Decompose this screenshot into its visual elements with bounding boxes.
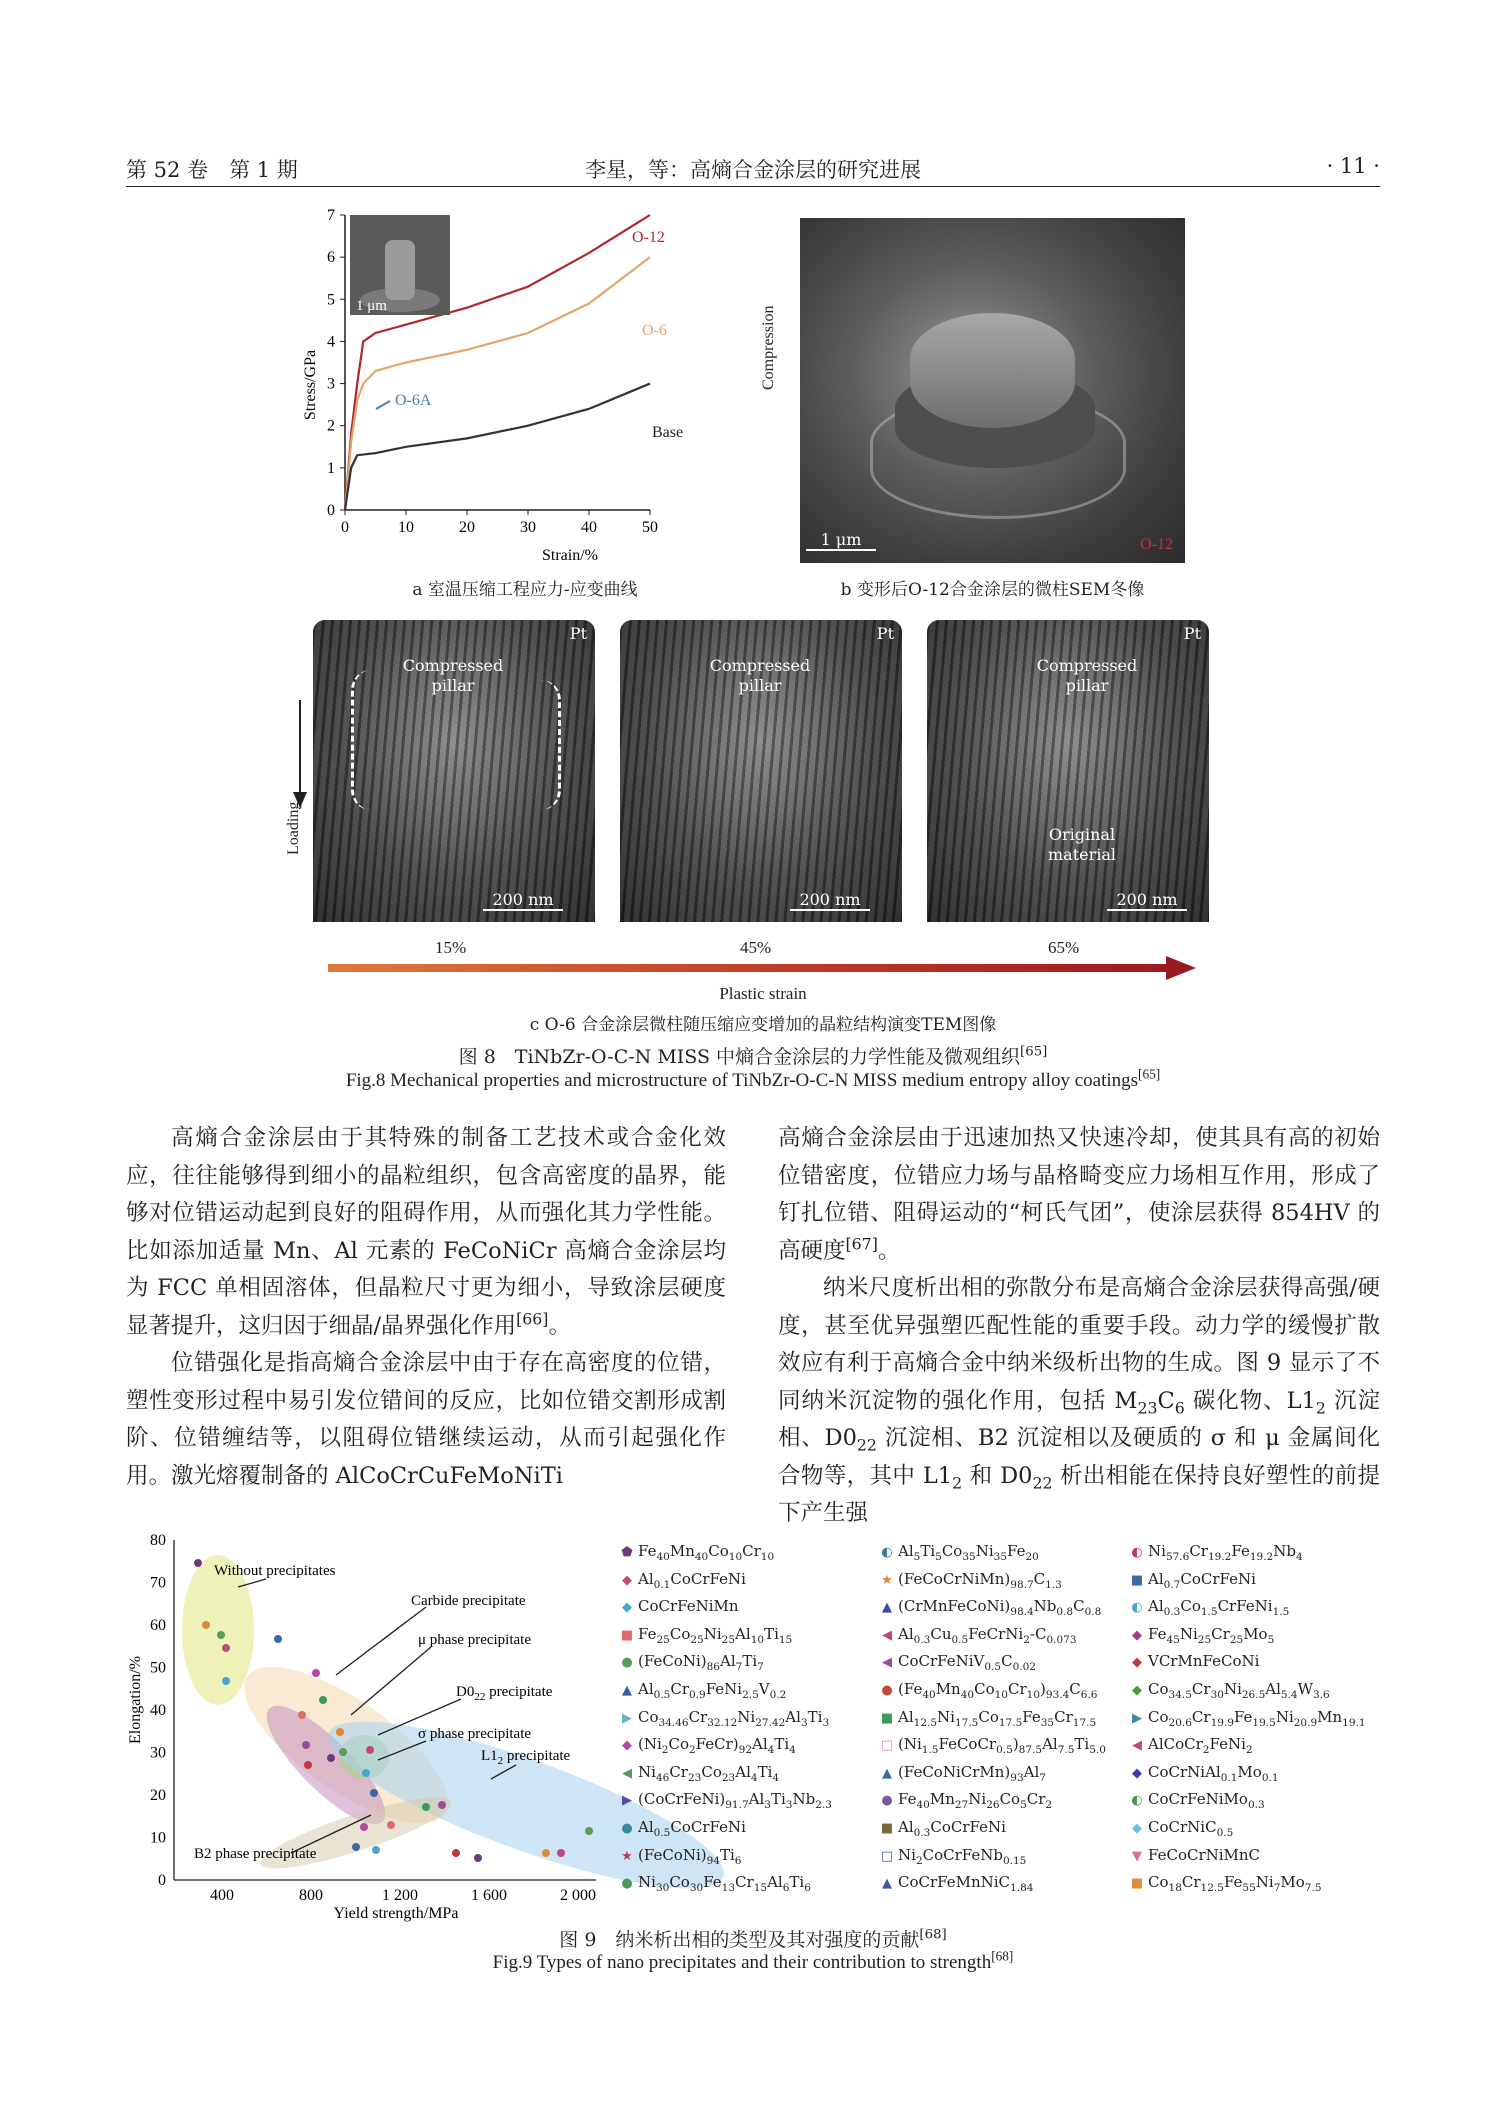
legend-item	[880, 1621, 1077, 1650]
y-tick-label: 50	[150, 1659, 166, 1677]
x-tick-label: 1 200	[382, 1887, 418, 1904]
legend-marker-icon: ◆	[1132, 1683, 1142, 1698]
tem-pillar-label: Compressed pillar	[709, 656, 811, 695]
fig9-ylabel: Elongation/%	[127, 1656, 144, 1744]
paragraph-text: 纳米尺度析出相的弥散分布是高熵合金涂层获得高强/硬度，甚至优异强塑匹配性能的重要手段。动力学的缓慢扩散效应有利于高熵合金中纳米级析出物的生成。图 9 显示了不同纳米沉淀物的强化作用，包括 M	[778, 1275, 1380, 1414]
legend-marker-icon: ◆	[1132, 1627, 1142, 1643]
scatter-point	[304, 1761, 312, 1769]
fig8b-sem-image	[800, 218, 1185, 563]
scatter-point	[217, 1631, 225, 1639]
legend-label: $Co_{34.46}Cr_{32.12}Ni_{27.42}Al_3Ti_3$	[638, 1707, 830, 1729]
fig9-chart	[126, 1532, 606, 1922]
legend-label: CoCrFeNiMo$_{0.3}$	[1148, 1790, 1265, 1812]
legend-marker-icon: ◆	[622, 1572, 632, 1588]
citation: [67]	[845, 1234, 878, 1253]
legend-marker-icon: ◀	[882, 1627, 892, 1643]
legend-label: $(CrMnFeCoNi)_{98.4}Nb_{0.8}C_{0.8}$	[898, 1597, 1102, 1619]
legend-label: $(Ni_{1.5}FeCoCr_{0.5})_{87.5}Al_{7.5}Ti_{5.0}$	[898, 1735, 1106, 1757]
legend-item	[880, 1676, 1097, 1705]
legend-item	[620, 1621, 792, 1650]
y-tick-label: 0	[327, 502, 335, 519]
body-column-right	[778, 1120, 1380, 1533]
legend-marker-icon: ▶	[622, 1793, 632, 1809]
x-tick-label: 50	[642, 519, 658, 536]
y-tick-label: 4	[327, 333, 335, 351]
y-tick-label: 2	[327, 417, 335, 435]
legend-item	[1130, 1593, 1289, 1622]
scatter-point	[585, 1827, 593, 1835]
paragraph-end: 。	[877, 1237, 901, 1264]
annot-d022-base: D0	[456, 1684, 475, 1700]
running-title: 李星，等：高熵合金涂层的研究进展	[585, 158, 921, 182]
annot-sigma: σ phase precipitate	[418, 1726, 532, 1742]
annot-l12-sub: 2	[497, 1755, 504, 1767]
fig8a-xlabel: Strain/%	[542, 547, 598, 564]
paragraph-text: 高熵合金涂层由于迅速加热又快速冷却，使其具有高的初始位错密度，位错应力场与晶格畸变应力场相互作用，形成了钉扎位错、阻碍运动的“柯氏气团”，使涂层获得 854HV 的高硬度	[778, 1125, 1380, 1264]
legend-marker-icon: ▼	[1132, 1848, 1142, 1864]
curve-label-o6: O-6	[642, 322, 667, 339]
legend-label: $Al_{0.5}Cr_{0.9}FeNi_{2.5}V_{0.2}$	[638, 1680, 787, 1701]
series-line-base	[345, 384, 650, 510]
tem-image-15	[313, 620, 595, 922]
legend-item	[620, 1704, 829, 1733]
strain-label-15: 15%	[435, 938, 467, 957]
legend-label: $Al_{12.5}Ni_{17.5}Co_{17.5}Fe_{35}Cr_{17.5}$	[898, 1707, 1097, 1729]
legend-item	[620, 1786, 832, 1815]
fig8-caption-en-text: Fig.8 Mechanical properties and microstructure of TiNbZr-O-C-N MISS medium entropy alloy coatings	[345, 1070, 1139, 1091]
fig8a-caption: a 室温压缩工程应力-应变曲线	[412, 580, 638, 600]
scatter-point	[557, 1849, 565, 1857]
scatter-point	[452, 1849, 460, 1857]
y-tick-label: 3	[327, 375, 335, 393]
legend-label: AlCoCr$_2$FeNi$_2$	[1148, 1735, 1253, 1757]
legend-item	[1130, 1842, 1260, 1871]
annot-without-precipitates: Without precipitates	[214, 1563, 336, 1579]
scatter-point	[370, 1789, 378, 1797]
scatter-point	[222, 1677, 230, 1685]
legend-marker-icon: ▲	[622, 1683, 632, 1698]
curve-label-base: Base	[652, 424, 684, 441]
legend-item	[620, 1731, 796, 1760]
running-header	[126, 148, 1380, 187]
y-tick-label: 40	[150, 1702, 166, 1719]
legend-marker-icon: ◀	[622, 1765, 632, 1781]
y-tick-label: 1	[327, 459, 335, 477]
scatter-point	[542, 1849, 550, 1857]
legend-label: $(FeCoNiCrMn)_{93}Al_7$	[898, 1762, 1046, 1784]
legend-marker-icon: ▶	[622, 1710, 632, 1726]
scatter-point	[312, 1669, 320, 1677]
citation: [66]	[516, 1309, 549, 1328]
legend-marker-icon: ◀	[882, 1655, 892, 1671]
annot-d022-rest: precipitate	[485, 1684, 553, 1700]
legend-marker-icon: ▲	[882, 1765, 892, 1781]
tem-pt-label: Pt	[569, 624, 587, 643]
tem-scale: 200 nm	[1107, 890, 1187, 911]
legend-marker-icon: ★	[621, 1848, 633, 1864]
annot-l12-rest: precipitate	[503, 1748, 571, 1764]
scatter-point	[194, 1559, 202, 1567]
subscript: 2	[1315, 1398, 1326, 1417]
paragraph-text: 析出相能在保持良好塑性的前提下产生强	[778, 1462, 1380, 1526]
scatter-point	[422, 1803, 430, 1811]
tem-scale: 200 nm	[790, 890, 870, 911]
scatter-point	[362, 1769, 370, 1777]
x-tick-label: 1 600	[471, 1887, 507, 1904]
scatter-point	[352, 1843, 360, 1851]
legend-marker-icon: ●	[621, 1655, 633, 1671]
legend-label: $Fe_{45}Ni_{25}Cr_{25}Mo_5$	[1148, 1624, 1275, 1646]
tem-image-45	[620, 620, 902, 922]
y-tick-label: 6	[327, 249, 335, 267]
legend-marker-icon: ◆	[1132, 1765, 1142, 1781]
y-tick-label: 5	[327, 291, 335, 309]
legend-item	[880, 1814, 1006, 1843]
scatter-point	[474, 1854, 482, 1862]
annot-b2: B2 phase precipitate	[194, 1846, 317, 1862]
fig8a-inset-scale: 1 μm	[356, 298, 387, 314]
legend-item	[1130, 1648, 1259, 1677]
legend-marker-icon: ▲	[882, 1600, 892, 1616]
legend-item	[620, 1593, 739, 1622]
legend-item	[880, 1704, 1096, 1733]
scatter-point	[438, 1801, 446, 1809]
plastic-strain-label: Plastic strain	[719, 984, 807, 1003]
scatter-point	[387, 1821, 395, 1829]
legend-item	[620, 1814, 746, 1843]
legend-label: $Fe_{25}Co_{25}Ni_{25}Al_{10}Ti_{15}$	[638, 1624, 793, 1646]
legend-item	[620, 1538, 774, 1567]
scatter-point	[319, 1696, 327, 1704]
legend-item	[620, 1759, 779, 1788]
tem-pillar-label: Compressed pillar	[402, 656, 504, 695]
legend-marker-icon: ●	[881, 1683, 893, 1698]
legend-label: $Al_{0.1}CoCrFeNi$	[638, 1569, 746, 1591]
pillar-top	[910, 313, 1075, 428]
y-tick-label: 0	[158, 1872, 166, 1889]
fig9-caption-en	[126, 1948, 1380, 1974]
legend-item	[1130, 1566, 1256, 1595]
legend-item	[880, 1869, 1033, 1898]
legend-item	[880, 1538, 1039, 1567]
legend-item	[880, 1786, 1052, 1815]
legend-item	[620, 1648, 764, 1677]
legend-label: $(Fe_{40}Mn_{40}Co_{10}Cr_{10})_{93.4}C_{6.6}$	[898, 1680, 1098, 1701]
legend-label: $Al_{0.3}CoCrFeNi$	[898, 1818, 1006, 1839]
legend-label: $(FeCoNi)_{94}Ti_6$	[638, 1845, 742, 1867]
legend-label: CoCrFeMnNiC$_{1.84}$	[898, 1873, 1034, 1895]
legend-item	[1130, 1814, 1233, 1843]
legend-label: $Fe_{40}Mn_{40}Co_{10}Cr_{10}$	[638, 1542, 775, 1563]
curve-label-o6a: O-6A	[395, 392, 432, 409]
legend-item	[1130, 1869, 1322, 1898]
fig8b-tag: O-12	[1140, 536, 1173, 553]
annot-l12-base: L1	[481, 1748, 498, 1764]
x-tick-label: 10	[398, 519, 414, 536]
paragraph-end: 。	[548, 1312, 571, 1339]
legend-marker-icon: ■	[1130, 1572, 1144, 1588]
scatter-point	[302, 1741, 310, 1749]
paragraph-text: 和 D0	[962, 1462, 1033, 1489]
annot-d022	[456, 1684, 553, 1703]
legend-item	[620, 1566, 746, 1595]
annot-mu-phase: μ phase precipitate	[418, 1632, 531, 1648]
legend-item	[1130, 1731, 1253, 1760]
paragraph	[126, 1345, 726, 1495]
y-tick-label: 10	[150, 1829, 166, 1847]
paragraph-text: 位错强化是指高熵合金涂层中由于存在高密度的位错，塑性变形过程中易引发位错间的反应，比如位错交割形成割阶、位错缠结等，以阻碍位错继续运动，从而引起强化作用。激光熔覆制备的 AlCoCrCuFeMoNiTi	[126, 1350, 726, 1489]
legend-label: $Al_5Ti_5Co_{35}Ni_{35}Fe_{20}$	[898, 1542, 1039, 1563]
legend-label: VCrMnFeCoNi	[1148, 1652, 1260, 1671]
legend-marker-icon: ▶	[1132, 1710, 1142, 1726]
scatter-point	[366, 1746, 374, 1754]
legend-label: $Al_{0.3}Cu_{0.5}FeCrNi_2-C_{0.073}$	[898, 1624, 1077, 1646]
fig9-caption-cn-text: 图 9 纳米析出相的类型及其对强度的贡献	[559, 1929, 920, 1951]
x-tick-label: 400	[210, 1887, 234, 1904]
fig8-caption-cn-text: 图 8 TiNbZr-O-C-N MISS 中熵合金涂层的力学性能及微观组织	[458, 1046, 1021, 1068]
legend-item	[1130, 1676, 1330, 1705]
annot-d022-sub: 22	[474, 1691, 486, 1703]
legend-marker-icon: ◐	[1131, 1793, 1143, 1809]
scatter-point	[372, 1846, 380, 1854]
fig9-caption-cn	[126, 1925, 1380, 1952]
legend-label: $Ni_2CoCrFeNb_{0.15}$	[898, 1845, 1027, 1867]
page-number: · 11 ·	[1326, 154, 1380, 178]
y-tick-label: 80	[150, 1532, 166, 1549]
legend-item	[1130, 1759, 1279, 1788]
legend-item	[880, 1731, 1106, 1760]
paragraph	[126, 1120, 726, 1345]
scatter-point	[222, 1644, 230, 1652]
tem-image-65	[927, 620, 1209, 922]
legend-marker-icon: ■	[1130, 1876, 1144, 1892]
legend-marker-icon: ◆	[622, 1600, 632, 1616]
tem-original-label: Original material	[1047, 825, 1117, 864]
x-tick-label: 0	[341, 519, 349, 536]
legend-marker-icon: ◐	[1131, 1545, 1143, 1560]
fig8b-scale: 1 μm	[806, 530, 876, 551]
scatter-point	[360, 1823, 368, 1831]
tem-pillar-label: Compressed pillar	[1036, 656, 1138, 695]
legend-label: CoCrFeNiMn	[638, 1597, 739, 1616]
legend-item	[880, 1593, 1101, 1622]
legend-label: FeCoCrNiMnC	[1148, 1845, 1261, 1864]
fig9-caption-en-ref: [68]	[991, 1948, 1014, 1964]
legend-marker-icon: ●	[881, 1793, 893, 1809]
paragraph-text: 沉淀相、B2 沉淀相以及硬质的 σ 和 μ 金属间化合物等，其中 L1	[778, 1425, 1380, 1489]
o6a-pointer-arrow	[376, 401, 390, 409]
scatter-point	[327, 1754, 335, 1762]
curve-label-o12: O-12	[632, 229, 665, 246]
fig8-caption-cn-ref: [65]	[1020, 1044, 1048, 1060]
scatter-point	[202, 1621, 210, 1629]
fig8c-caption: c O-6 合金涂层微柱随压缩应变增加的晶粒结构演变TEM图像	[529, 1015, 997, 1035]
legend-item	[1130, 1621, 1274, 1650]
paragraph-text: C	[1157, 1387, 1175, 1414]
fig8a-inset-pillar	[385, 240, 415, 300]
legend-label: $Co_{20.6}Cr_{19.9}Fe_{19.5}Ni_{20.9}Mn_{19.1}$	[1148, 1707, 1366, 1729]
fig8b-side-label: Compression	[760, 305, 777, 390]
legend-marker-icon: □	[880, 1738, 894, 1754]
fig8a-stress-strain-chart	[280, 205, 770, 564]
strain-label-45: 45%	[740, 938, 772, 957]
y-tick-label: 70	[150, 1574, 166, 1592]
y-tick-label: 60	[150, 1617, 166, 1634]
legend-item	[1130, 1704, 1366, 1733]
fig8-caption-en	[126, 1066, 1380, 1092]
legend-marker-icon: ■	[620, 1627, 634, 1643]
legend-item	[880, 1648, 1036, 1677]
legend-label: $Fe_{40}Mn_{27}Ni_{26}Co_5Cr_2$	[898, 1790, 1053, 1812]
fig8-caption-en-ref: [65]	[1138, 1066, 1161, 1082]
subscript: 22	[856, 1435, 877, 1455]
y-tick-label: 7	[327, 207, 335, 224]
legend-item	[880, 1566, 1062, 1595]
strain-label-65: 65%	[1048, 938, 1080, 957]
annot-carbide: Carbide precipitate	[411, 1593, 526, 1609]
legend-item	[1130, 1786, 1265, 1815]
subscript: 23	[1137, 1398, 1158, 1417]
fig9-xlabel: Yield strength/MPa	[333, 1905, 459, 1922]
subscript: 6	[1174, 1398, 1185, 1417]
fig8a-ylabel: Stress/GPa	[302, 349, 319, 421]
legend-item	[880, 1842, 1026, 1871]
legend-label: $(CoCrFeNi)_{91.7}Al_3Ti_3Nb_{2.3}$	[638, 1790, 832, 1812]
legend-label: $(Ni_2Co_2FeCr)_{92}Al_4Ti_4$	[638, 1735, 796, 1757]
subscript: 22	[1032, 1473, 1053, 1492]
subscript: 2	[952, 1473, 963, 1492]
legend-label: $(FeCoCrNiMn)_{98.7}C_{1.3}$	[898, 1569, 1062, 1591]
legend-marker-icon: ◐	[1131, 1600, 1143, 1616]
x-tick-label: 40	[581, 519, 597, 536]
legend-label: $CoCrFeNiV_{0.5}C_{0.02}$	[898, 1652, 1036, 1674]
legend-label: $Ni_{57.6}Cr_{19.2}Fe_{19.2}Nb_4$	[1148, 1542, 1303, 1563]
legend-label: $Al_{0.5}CoCrFeNi$	[638, 1818, 746, 1839]
pillar-outline-left	[351, 670, 374, 810]
fig8-caption-cn	[126, 1042, 1380, 1069]
y-tick-label: 30	[150, 1744, 166, 1762]
scatter-point	[298, 1711, 306, 1719]
legend-item	[620, 1676, 786, 1705]
scatter-point	[336, 1728, 344, 1736]
legend-label: $Ni_{30}Co_{30}Fe_{13}Cr_{15}Al_6Ti_6$	[638, 1873, 811, 1895]
legend-label: $Al_{0.7}CoCrFeNi$	[1148, 1569, 1256, 1591]
fig8b-caption: b 变形后O-12合金涂层的微柱SEM冬像	[840, 580, 1145, 600]
x-tick-label: 30	[520, 519, 536, 536]
fig8c-side-label: Loading	[285, 801, 302, 855]
legend-marker-icon: ●	[621, 1821, 633, 1836]
legend-label: $Al_{0.3}Co_{1.5}CrFeNi_{1.5}$	[1148, 1597, 1290, 1619]
legend-item	[620, 1869, 811, 1898]
legend-label: $CoCrNiAl_{0.1}Mo_{0.1}$	[1148, 1762, 1279, 1784]
x-tick-label: 2 000	[560, 1887, 596, 1904]
fig9-caption-en-text: Fig.9 Types of nano precipitates and their contribution to strength	[492, 1952, 992, 1973]
legend-item	[880, 1759, 1046, 1788]
legend-marker-icon: ◀	[1132, 1738, 1142, 1754]
legend-label: $Ni_{46}Cr_{23}Co_{23}Al_4Ti_4$	[638, 1762, 780, 1784]
scatter-point	[274, 1635, 282, 1643]
legend-marker-icon: □	[880, 1848, 894, 1864]
volume-issue: 第 52 卷 第 1 期	[126, 158, 298, 182]
paragraph-text: 碳化物、L1	[1184, 1387, 1316, 1414]
legend-item	[1130, 1538, 1303, 1567]
paragraph	[778, 1120, 1380, 1270]
x-tick-label: 800	[299, 1887, 323, 1904]
legend-marker-icon: ★	[881, 1572, 893, 1588]
legend-marker-icon: ◐	[881, 1545, 893, 1560]
legend-marker-icon: ◆	[1132, 1821, 1142, 1836]
body-column-left	[126, 1120, 726, 1495]
legend-label: $(FeCoNi)_{86}Al_7Ti_7$	[638, 1652, 764, 1674]
tem-scale: 200 nm	[483, 890, 563, 911]
fig9-legend	[620, 1538, 1380, 1908]
legend-marker-icon: ■	[880, 1821, 894, 1836]
x-tick-label: 20	[459, 519, 475, 536]
paragraph-text: 高熵合金涂层由于其特殊的制备工艺技术或合金化效应，往往能够得到细小的晶粒组织，包含高密度的晶界，能够对位错运动起到良好的阻碍作用，从而强化其力学性能。比如添加适量 Mn、Al 元素的 FeCoNiCr 高熵合金涂层均为 FCC 单相固溶体，但晶粒尺寸更为细小，导致涂层硬度显著提升，这归因于细晶/晶界强化作用	[126, 1125, 726, 1339]
legend-marker-icon: ●	[621, 1876, 633, 1892]
plastic-strain-arrow-icon	[328, 956, 1198, 980]
legend-item	[620, 1842, 741, 1871]
y-tick-label: 20	[150, 1787, 166, 1804]
legend-label: $Co_{18}Cr_{12.5}Fe_{55}Ni_7Mo_{7.5}$	[1148, 1873, 1322, 1895]
legend-marker-icon: ◆	[622, 1738, 632, 1754]
legend-label: $Co_{34.5}Cr_{30}Ni_{26.5}Al_{5.4}W_{3.6}$	[1148, 1680, 1330, 1701]
loading-arrow-icon	[290, 700, 310, 810]
tem-pt-label: Pt	[876, 624, 894, 643]
scatter-point	[339, 1748, 347, 1756]
legend-marker-icon: ■	[880, 1710, 894, 1726]
paragraph	[778, 1270, 1380, 1533]
legend-label: CoCrNiC$_{0.5}$	[1148, 1818, 1234, 1839]
legend-marker-icon: ▲	[882, 1876, 892, 1892]
legend-marker-icon: ◆	[1132, 1655, 1142, 1671]
tem-pt-label: Pt	[1183, 624, 1201, 643]
legend-marker-icon: ⬟	[621, 1545, 633, 1560]
fig9-caption-cn-ref: [68]	[919, 1927, 947, 1943]
pillar-outline-right	[538, 680, 561, 810]
paragraph-text: 沉淀相、D0	[778, 1387, 1380, 1451]
